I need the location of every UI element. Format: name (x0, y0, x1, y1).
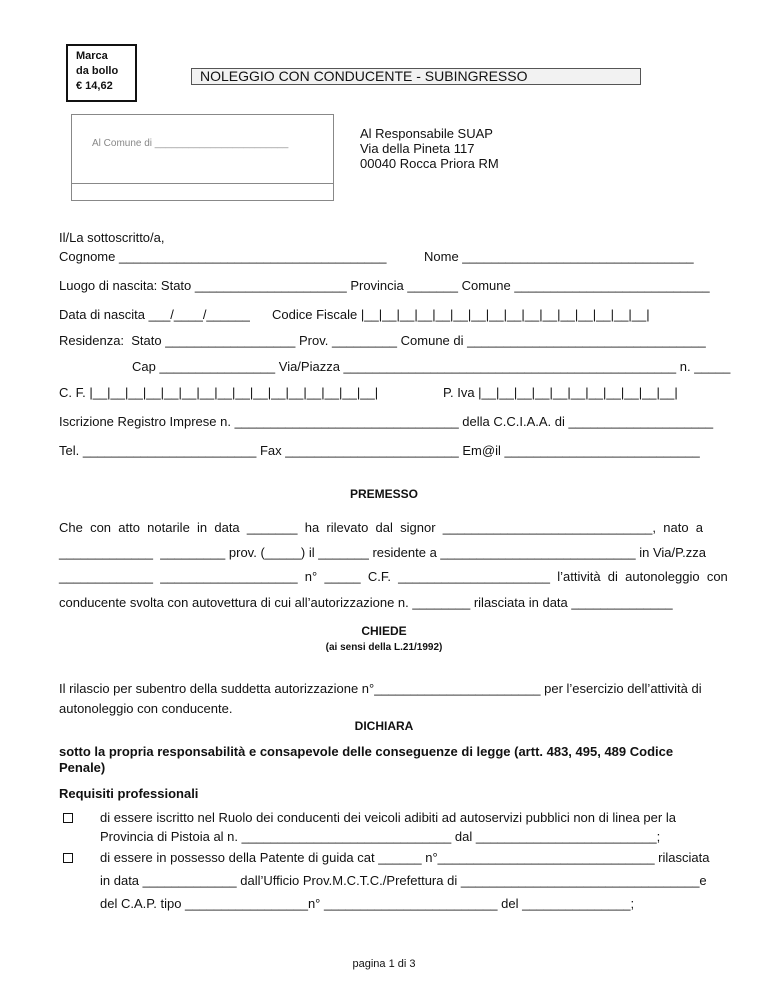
stamp-line-3: € 14,62 (76, 80, 113, 92)
requisito-2-checkbox[interactable] (63, 853, 73, 863)
luogo-nascita-field[interactable]: Luogo di nascita: Stato _____________________ Provincia _______ Comune ___________________________ (59, 278, 710, 293)
requisito-1-line-1: di essere iscritto nel Ruolo dei conducenti dei veicoli adibiti ad autoservizi pubblici non di linea per la (100, 810, 676, 825)
recipient-line-1: Al Responsabile SUAP (360, 126, 493, 141)
stamp-line-1: Marca (76, 50, 108, 62)
stamp-line-2: da bollo (76, 65, 119, 77)
comune-label: Al Comune di ________________________ (92, 138, 289, 149)
revenue-stamp-box (66, 44, 137, 102)
cf-field[interactable]: C. F. |__|__|__|__|__|__|__|__|__|__|__|__|__|__|__|__| (59, 385, 379, 400)
page-number: pagina 1 di 3 (352, 958, 416, 970)
requisiti-heading: Requisiti professionali (59, 786, 199, 801)
requisito-2-line-2: in data _____________ dall’Ufficio Prov.M.C.T.C./Prefettura di _________________________________e (100, 873, 707, 888)
registro-imprese-field[interactable]: Iscrizione Registro Imprese n. _______________________________ della C.C.I.A.A. di ____________________ (59, 414, 714, 429)
premesso-line-2: _____________ _________ prov. (_____) il _______ residente a ___________________________ in Via/P.zza (59, 545, 706, 560)
dichiara-line-1: sotto la propria responsabilità e consapevole delle conseguenze di legge (artt. 483, 495, 489 Codice (59, 744, 674, 759)
recipient-line-2: Via della Pineta 117 (360, 141, 475, 156)
recipient-line-3: 00040 Rocca Priora RM (360, 156, 499, 171)
comune-box-upper (72, 115, 333, 184)
residenza-field[interactable]: Residenza: Stato __________________ Prov. _________ Comune di _________________________________ (59, 333, 706, 348)
requisito-1-checkbox[interactable] (63, 813, 73, 823)
cap-via-field[interactable]: Cap ________________ Via/Piazza ______________________________________________ n. _____ (132, 359, 731, 374)
requisito-2-line-1: di essere in possesso della Patente di guida cat ______ n°______________________________ rilasciata (100, 850, 710, 865)
data-nascita-field[interactable]: Data di nascita ___/____/______ (59, 307, 250, 322)
intro-text: Il/La sottoscritto/a, (59, 230, 165, 245)
dichiara-heading: DICHIARA (354, 719, 414, 733)
piva-field[interactable]: P. Iva |__|__|__|__|__|__|__|__|__|__|__| (443, 385, 678, 400)
contatti-field[interactable]: Tel. ________________________ Fax ________________________ Em@il ___________________________ (59, 443, 700, 458)
chiede-line-1: Il rilascio per subentro della suddetta autorizzazione n°_______________________ per l’esercizio dell’attività di (59, 681, 702, 696)
cognome-field[interactable]: Cognome _____________________________________ (59, 249, 387, 264)
chiede-subheading: (ai sensi della L.21/1992) (325, 642, 443, 653)
chiede-heading: CHIEDE (361, 624, 407, 638)
premesso-line-1: Che con atto notarile in data _______ ha rilevato dal signor _____________________________, nato a (59, 520, 704, 535)
premesso-line-4: conducente svolta con autovettura di cui all’autorizzazione n. ________ rilasciata in data ______________ (59, 595, 673, 610)
document-title: NOLEGGIO CON CONDUCENTE - SUBINGRESSO (191, 68, 641, 85)
requisito-2-line-3: del C.A.P. tipo _________________n° ________________________ del _______________; (100, 896, 635, 911)
nome-field[interactable]: Nome ________________________________ (424, 249, 694, 264)
comune-box[interactable] (71, 114, 334, 201)
premesso-heading: PREMESSO (349, 487, 418, 501)
premesso-line-3: _____________ ___________________ n° _____ C.F. _____________________ l’attività di autonoleggio con (59, 569, 728, 584)
chiede-line-2: autonoleggio con conducente. (59, 701, 233, 716)
dichiara-line-2: Penale) (59, 760, 106, 775)
codice-fiscale-field[interactable]: Codice Fiscale |__|__|__|__|__|__|__|__|__|__|__|__|__|__|__|__| (272, 307, 650, 322)
requisito-1-line-2: Provincia di Pistoia al n. _____________________________ dal _________________________; (100, 829, 661, 844)
